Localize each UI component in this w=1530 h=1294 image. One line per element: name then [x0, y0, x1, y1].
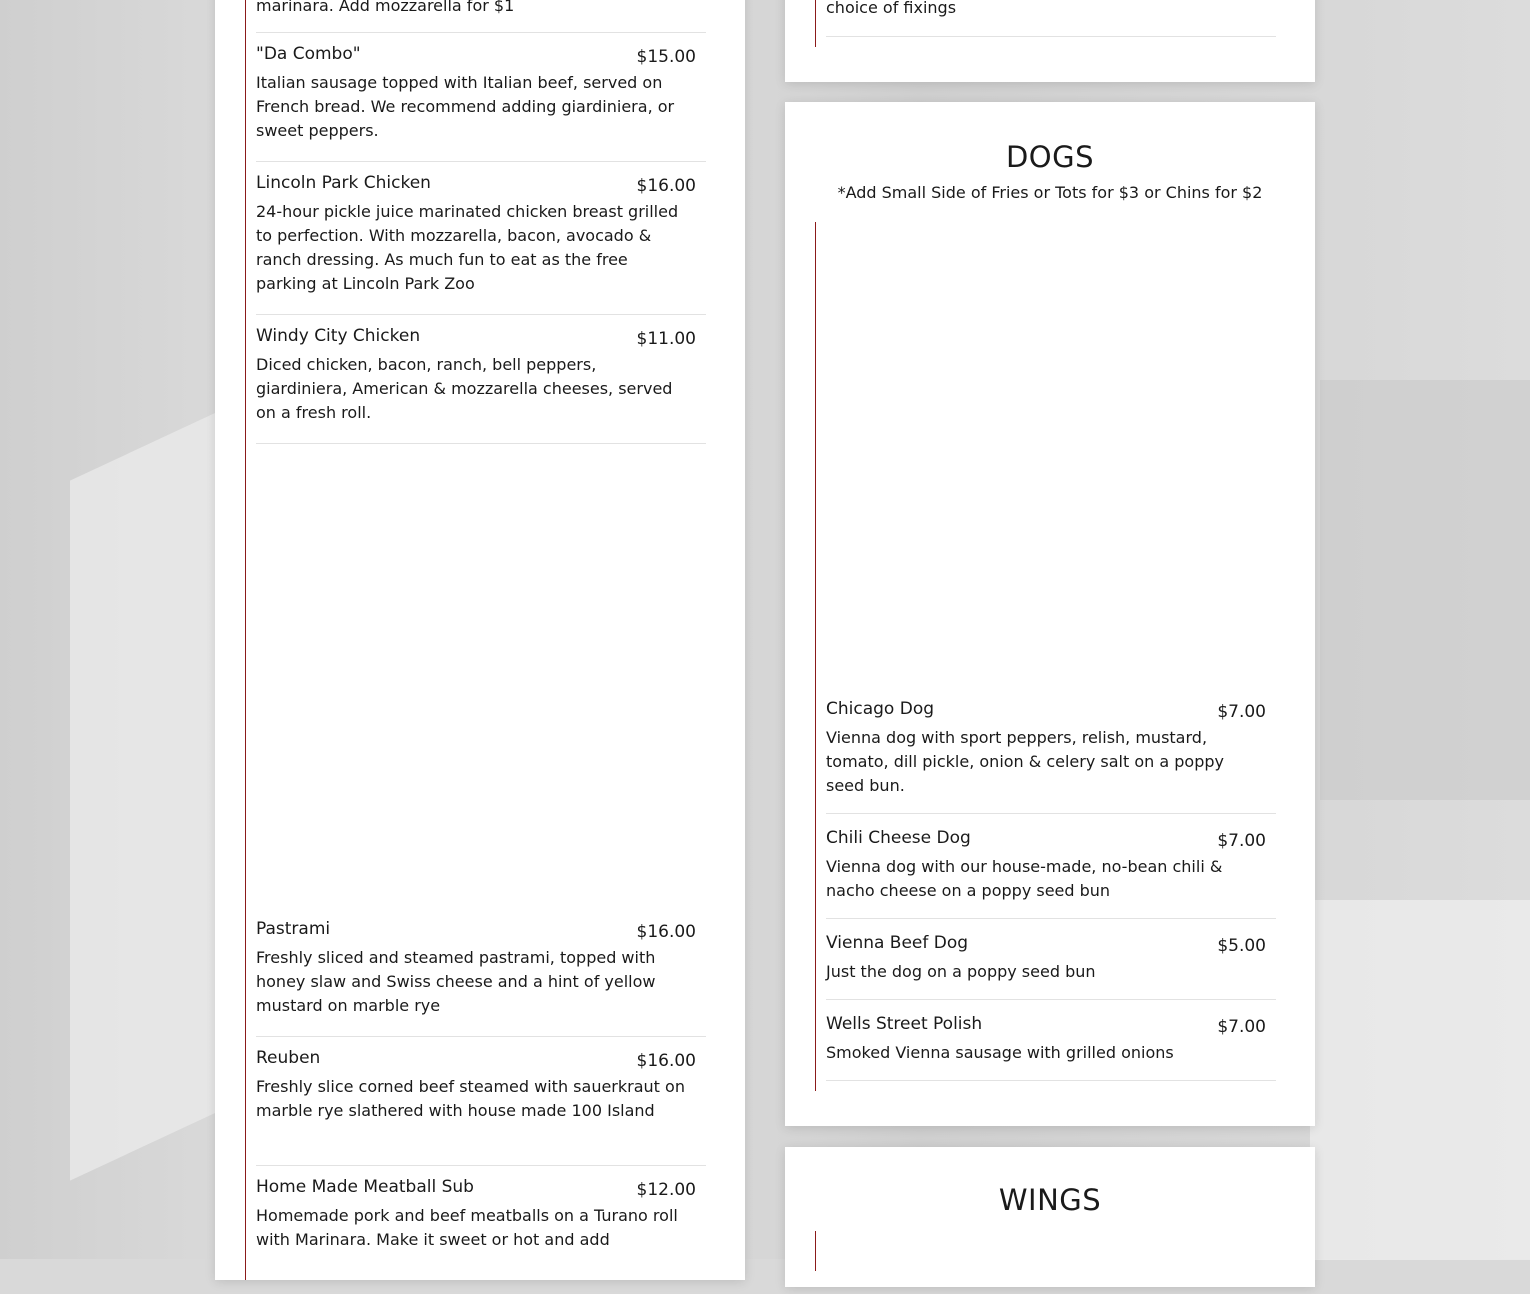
item-description: marinara. Add mozzarella for $1	[256, 0, 515, 15]
dogs-card	[785, 102, 1315, 1126]
menu-item[interactable]	[826, 933, 1276, 1000]
menu-item-partial	[256, 0, 706, 33]
wings-item-list	[815, 1231, 1276, 1271]
wings-card	[785, 1147, 1315, 1287]
menu-item[interactable]	[256, 1048, 706, 1166]
previous-section-item-list	[815, 0, 1276, 47]
item-price: $16.00	[636, 922, 696, 942]
item-price: $12.00	[636, 1180, 696, 1200]
item-description: choice of fixings	[826, 0, 957, 17]
item-description: Just the dog on a poppy seed bun	[826, 962, 1096, 981]
item-price: $7.00	[1217, 1017, 1266, 1037]
item-name: Reuben	[256, 1048, 321, 1068]
item-name: Wells Street Polish	[826, 1014, 983, 1034]
menu-item[interactable]	[826, 828, 1276, 919]
item-description: Smoked Vienna sausage with grilled onions	[826, 1043, 1174, 1062]
background-shape	[1310, 900, 1530, 1260]
item-description: Homemade pork and beef meatballs on a Turano roll with Marinara. Make it sweet or hot and add	[256, 1206, 678, 1249]
menu-item[interactable]	[256, 1177, 706, 1294]
item-price: $7.00	[1217, 702, 1266, 722]
item-description: Italian sausage topped with Italian beef, served on French bread. We recommend adding giardiniera, or sweet peppers.	[256, 73, 675, 140]
item-name: Lincoln Park Chicken	[256, 173, 431, 193]
sandwiches-item-list	[245, 0, 706, 1280]
sandwiches-card	[215, 0, 745, 1280]
item-name: Pastrami	[256, 919, 331, 939]
item-price: $7.00	[1217, 831, 1266, 851]
menu-item-partial	[826, 0, 1276, 37]
item-price: $11.00	[636, 329, 696, 349]
item-description: Diced chicken, bacon, ranch, bell peppers, giardiniera, American & mozzarella cheeses, served on a fresh roll.	[256, 355, 673, 422]
menu-item[interactable]	[256, 173, 706, 315]
menu-item[interactable]	[826, 1014, 1276, 1081]
item-name: Home Made Meatball Sub	[256, 1177, 474, 1197]
item-price: $16.00	[636, 1051, 696, 1071]
item-price: $5.00	[1217, 936, 1266, 956]
item-name: "Da Combo"	[256, 44, 361, 64]
menu-item[interactable]	[826, 699, 1276, 814]
item-description: Freshly sliced and steamed pastrami, topped with honey slaw and Swiss cheese and a hint of yellow mustard on marble rye	[256, 948, 656, 1015]
menu-item[interactable]	[256, 326, 706, 444]
item-description: Vienna dog with sport peppers, relish, mustard, tomato, dill pickle, onion & celery salt on a poppy seed bun.	[826, 728, 1224, 795]
item-price: $15.00	[636, 47, 696, 67]
category-title: WINGS	[998, 1183, 1102, 1217]
category-note: *Add Small Side of Fries or Tots for $3 or Chins for $2	[837, 183, 1263, 202]
menu-item[interactable]	[256, 44, 706, 162]
item-description: 24-hour pickle juice marinated chicken breast grilled to perfection. With mozzarella, bacon, avocado & ranch dressing. As much fun to eat as the free parking at Lincoln Park Zoo	[256, 202, 679, 293]
item-description: Vienna dog with our house-made, no-bean chili & nacho cheese on a poppy seed bun	[826, 857, 1223, 900]
dogs-item-list	[815, 222, 1276, 1091]
menu-item[interactable]	[256, 919, 706, 1037]
background-shape	[1320, 380, 1530, 800]
item-name: Chicago Dog	[826, 699, 935, 719]
item-name: Chili Cheese Dog	[826, 828, 971, 848]
item-description: Freshly slice corned beef steamed with sauerkraut on marble rye slathered with house made 100 Island	[256, 1077, 685, 1120]
item-name: Vienna Beef Dog	[826, 933, 969, 953]
category-title: DOGS	[1005, 140, 1095, 174]
item-price: $16.00	[636, 176, 696, 196]
item-name: Windy City Chicken	[256, 326, 421, 346]
previous-section-card	[785, 0, 1315, 82]
